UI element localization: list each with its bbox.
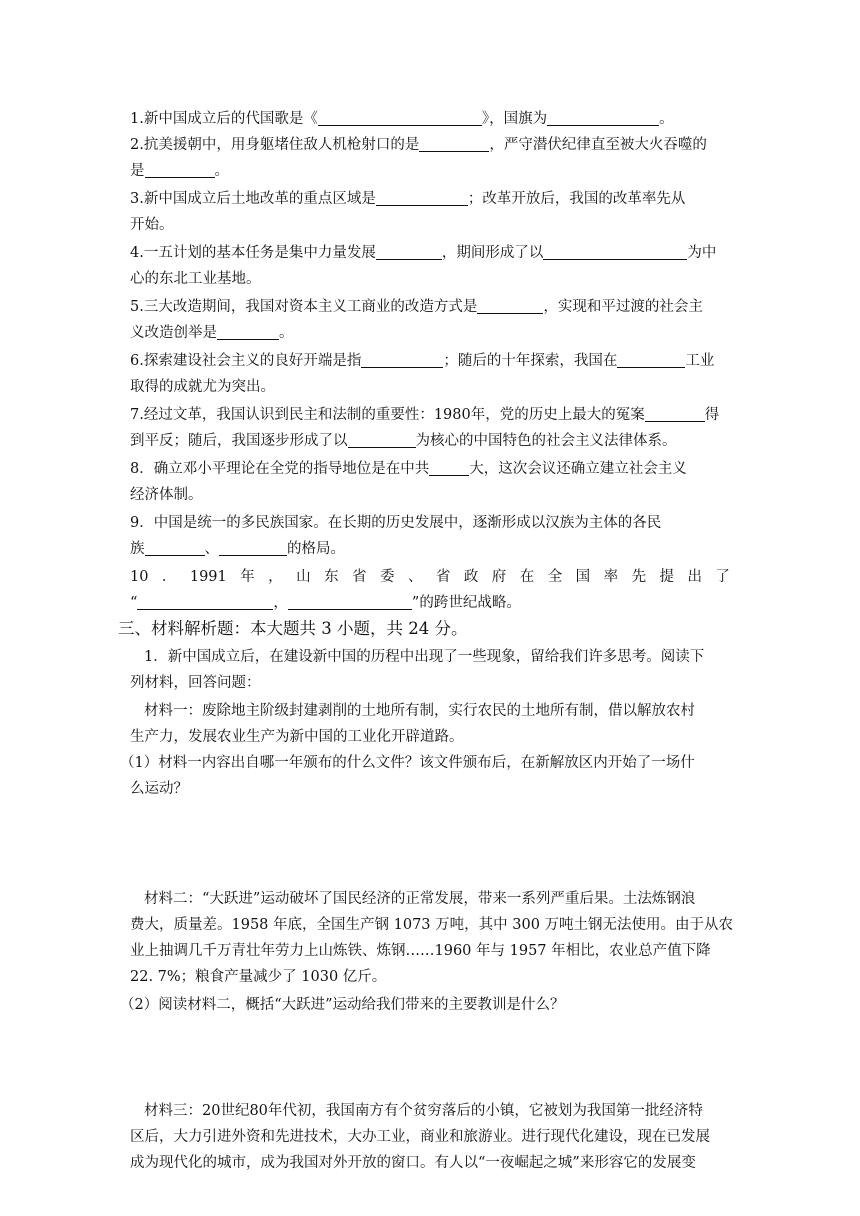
question-10-cont: “ ， ”的跨世纪战略。 bbox=[130, 590, 521, 616]
answer-blank[interactable] bbox=[348, 429, 416, 448]
answer-blank[interactable] bbox=[361, 349, 443, 368]
question-8: 8．确立邓小平理论在全党的指导地位是在中共 大，这次会议还确立建立社会主义 bbox=[130, 456, 687, 482]
question-3-cont: 开始。 bbox=[130, 217, 174, 233]
answer-blank[interactable] bbox=[217, 321, 279, 340]
material-3-text: 材料三：20世纪80年代初，我国南方有个贫穷落后的小镇，它被划为我国第一批经济特 bbox=[144, 1103, 703, 1119]
material-question-intro: 1．新中国成立后，在建设新中国的历程中出现了一些现象，留给我们许多思考。阅读下 bbox=[144, 649, 705, 665]
answer-blank[interactable] bbox=[419, 133, 489, 152]
material-2-text-cont: 业上抽调几千万青壮年劳力上山炼铁、炼钢……1960 年与 1957 年相比，农业总产值下降 bbox=[130, 943, 711, 959]
answer-blank[interactable] bbox=[288, 591, 412, 610]
material-2-text: 材料二：“大跃进”运动破坏了国民经济的正常发展，带来一系列严重后果。土法炼钢浪 bbox=[144, 891, 696, 907]
answer-blank[interactable] bbox=[429, 457, 469, 476]
question-9-cont: 族 、 的格局。 bbox=[130, 536, 345, 562]
answer-blank[interactable] bbox=[145, 159, 215, 178]
sub-question-1: （1）材料一内容出自哪一年颁布的什么文件？该文件颁布后，在新解放区内开始了一场什 bbox=[120, 755, 695, 771]
answer-blank[interactable] bbox=[543, 241, 687, 260]
question-6: 6.探索建设社会主义的良好开端是指 ；随后的十年探索，我国在 工业 bbox=[130, 348, 714, 374]
answer-blank[interactable] bbox=[145, 537, 205, 556]
answer-blank[interactable] bbox=[547, 107, 659, 126]
answer-blank[interactable] bbox=[645, 403, 705, 422]
question-5-cont: 义改造创举是 。 bbox=[130, 320, 294, 346]
sub-question-2: （2）阅读材料二，概括“大跃进”运动给我们带来的主要教训是什么？ bbox=[120, 997, 565, 1013]
question-5: 5.三大改造期间，我国对资本主义工商业的改造方式是 ，实现和平过渡的社会主 bbox=[130, 294, 703, 320]
question-8-cont: 经济体制。 bbox=[130, 487, 203, 503]
sub-question-1-cont: 么运动？ bbox=[130, 781, 188, 797]
answer-blank[interactable] bbox=[376, 241, 442, 260]
question-4-cont: 心的东北工业基地。 bbox=[130, 271, 261, 287]
material-3-text-cont: 区后，大力引进外资和先进技术，大办工业，商业和旅游业。进行现代化建设，现在已发展 bbox=[130, 1129, 710, 1145]
question-9: 9．中国是统一的多民族国家。在长期的历史发展中，逐渐形成以汉族为主体的各民 bbox=[130, 515, 662, 531]
material-question-intro-cont: 列材料，回答问题： bbox=[130, 675, 261, 691]
material-1-text-cont: 生产力，发展农业生产为新中国的工业化开辟道路。 bbox=[130, 729, 464, 745]
answer-blank[interactable] bbox=[219, 537, 287, 556]
material-3-text-cont: 成为现代化的城市，成为我国对外开放的窗口。有人以“一夜崛起之城”来形容它的发展变 bbox=[130, 1155, 696, 1171]
question-10: 10 ． 1991 年 ， 山 东 省 委 、 省 政 府 在 全 国 率 先 提 出 了 bbox=[130, 569, 730, 585]
question-1: 1.新中国成立后的代国歌是《 》，国旗为 。 bbox=[130, 106, 674, 132]
section-heading: 三、材料解析题：本大题共 3 小题，共 24 分。 bbox=[118, 619, 468, 638]
question-7: 7.经过文革，我国认识到民主和法制的重要性：1980年，党的历史上最大的冤案 得 bbox=[130, 402, 719, 428]
answer-blank[interactable] bbox=[318, 107, 482, 126]
question-4: 4.一五计划的基本任务是集中力量发展 ，期间形成了以 为中 bbox=[130, 240, 716, 266]
material-2-text-cont: 费大，质量差。1958 年底，全国生产钢 1073 万吨，其中 300 万吨土钢无法使用。由于从农 bbox=[130, 917, 734, 933]
answer-blank[interactable] bbox=[137, 591, 273, 610]
material-2-text-cont: 22. 7%；粮食产量减少了 1030 亿斤。 bbox=[130, 969, 387, 985]
material-1-text: 材料一：废除地主阶级封建剥削的土地所有制，实行农民的土地所有制，借以解放农村 bbox=[144, 703, 695, 719]
answer-blank[interactable] bbox=[617, 349, 685, 368]
question-3: 3.新中国成立后土地改革的重点区域是 ；改革开放后，我国的改革率先从 bbox=[130, 186, 685, 212]
answer-blank[interactable] bbox=[477, 295, 543, 314]
answer-blank[interactable] bbox=[376, 187, 468, 206]
question-2: 2.抗美援朝中，用身躯堵住敌人机枪射口的是 ，严守潜伏纪律直至被大火吞噬的 bbox=[130, 132, 707, 158]
question-2-cont: 是 。 bbox=[130, 158, 229, 184]
question-7-cont: 到平反；随后，我国逐步形成了以 为核心的中国特色的社会主义法律体系。 bbox=[130, 428, 677, 454]
question-6-cont: 取得的成就尤为突出。 bbox=[130, 379, 275, 395]
